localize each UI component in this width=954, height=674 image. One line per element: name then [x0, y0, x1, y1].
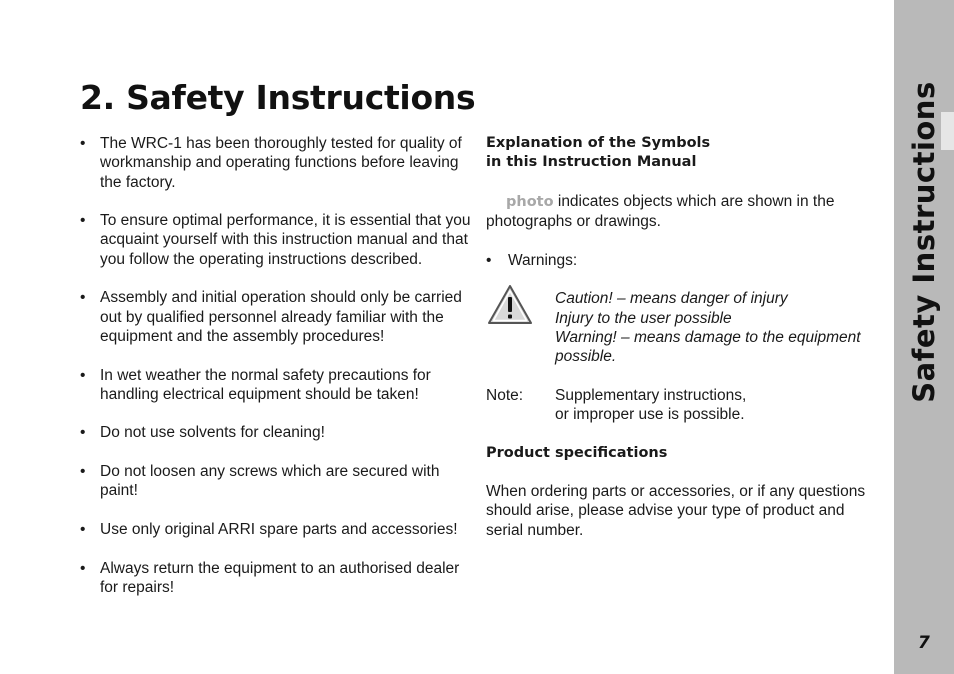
sidebar-chapter-title: Safety Instructions: [907, 81, 941, 403]
warning-line: Caution! – means danger of injury: [555, 290, 788, 308]
product-text-line: should arise, please advise your type of product and: [486, 502, 845, 520]
product-specs-heading: Product specifications: [486, 444, 668, 461]
bullet-dot: •: [80, 366, 86, 384]
note-explanation: [486, 386, 870, 425]
warning-lines: [555, 289, 875, 366]
bullet-dot: •: [80, 135, 86, 152]
list-item: [80, 134, 472, 192]
bullet-text: Do not loosen any screws which are secured with paint!: [100, 463, 440, 500]
list-item: [80, 423, 472, 442]
symbols-column: [486, 134, 870, 559]
photo-text-line2: photographs or drawings.: [486, 213, 661, 231]
photo-explanation: [486, 192, 870, 232]
list-item: [80, 211, 472, 269]
photo-text-line1: indicates objects which are shown in the: [553, 192, 835, 210]
list-item: [80, 559, 472, 598]
bullet-dot: •: [80, 289, 86, 307]
note-label: Note:: [486, 386, 524, 404]
product-specs-heading-block: [486, 444, 870, 463]
warnings-bullet: [486, 251, 870, 270]
warning-line: Injury to the user possible: [555, 309, 732, 327]
bullet-dot: •: [80, 559, 86, 577]
product-text-line: serial number.: [486, 521, 584, 539]
page-title: 2. Safety Instructions: [80, 78, 476, 117]
list-item: [80, 366, 472, 405]
bullet-text: Do not use solvents for cleaning!: [100, 424, 325, 442]
list-item: [80, 520, 472, 539]
chapter-tab-marker: [941, 112, 954, 150]
safety-bullet-column: [80, 134, 472, 616]
list-item: [80, 462, 472, 501]
warning-line: Warning! – means damage to the equipment: [555, 328, 861, 346]
symbols-heading: [486, 134, 870, 173]
warning-line: possible.: [555, 348, 617, 366]
product-text-line: When ordering parts or accessories, or if any questions: [486, 483, 866, 501]
warning-triangle-icon: [486, 283, 534, 327]
bullet-text: The WRC-1 has been thoroughly tested for quality of workmanship and operating functions before leaving the factory.: [100, 135, 462, 191]
note-lines: [555, 386, 746, 425]
warning-explanation: [486, 289, 870, 366]
bullet-text: Assembly and initial operation should only be carried out by qualified personnel already familiar with the equipment and the assembly procedures!: [100, 289, 462, 345]
bullet-dot: •: [80, 424, 86, 442]
warnings-label: Warnings:: [508, 251, 578, 269]
bullet-text: In wet weather the normal safety precautions for handling electrical equipment should be taken!: [100, 366, 431, 403]
symbols-heading-line2: in this Instruction Manual: [486, 154, 697, 171]
bullet-dot: •: [486, 251, 492, 269]
bullet-text: To ensure optimal performance, it is essential that you acquaint yourself with this instruction manual and that you follow the operating instructions described.: [100, 212, 471, 268]
symbols-heading-line1: Explanation of the Symbols: [486, 135, 711, 151]
list-item: [80, 288, 472, 346]
page-number: 7: [918, 633, 930, 653]
note-line: Supplementary instructions,: [555, 386, 747, 404]
bullet-text: Always return the equipment to an authorised dealer for repairs!: [100, 559, 460, 596]
product-specs-text: [486, 482, 870, 540]
photo-symbol-word: photo: [506, 193, 554, 210]
note-line: or improper use is possible.: [555, 405, 745, 423]
bullet-dot: •: [80, 212, 86, 230]
bullet-text: Use only original ARRI spare parts and accessories!: [100, 520, 458, 538]
bullet-dot: •: [80, 520, 86, 538]
safety-bullet-list: [80, 134, 472, 597]
bullet-dot: •: [80, 463, 86, 481]
